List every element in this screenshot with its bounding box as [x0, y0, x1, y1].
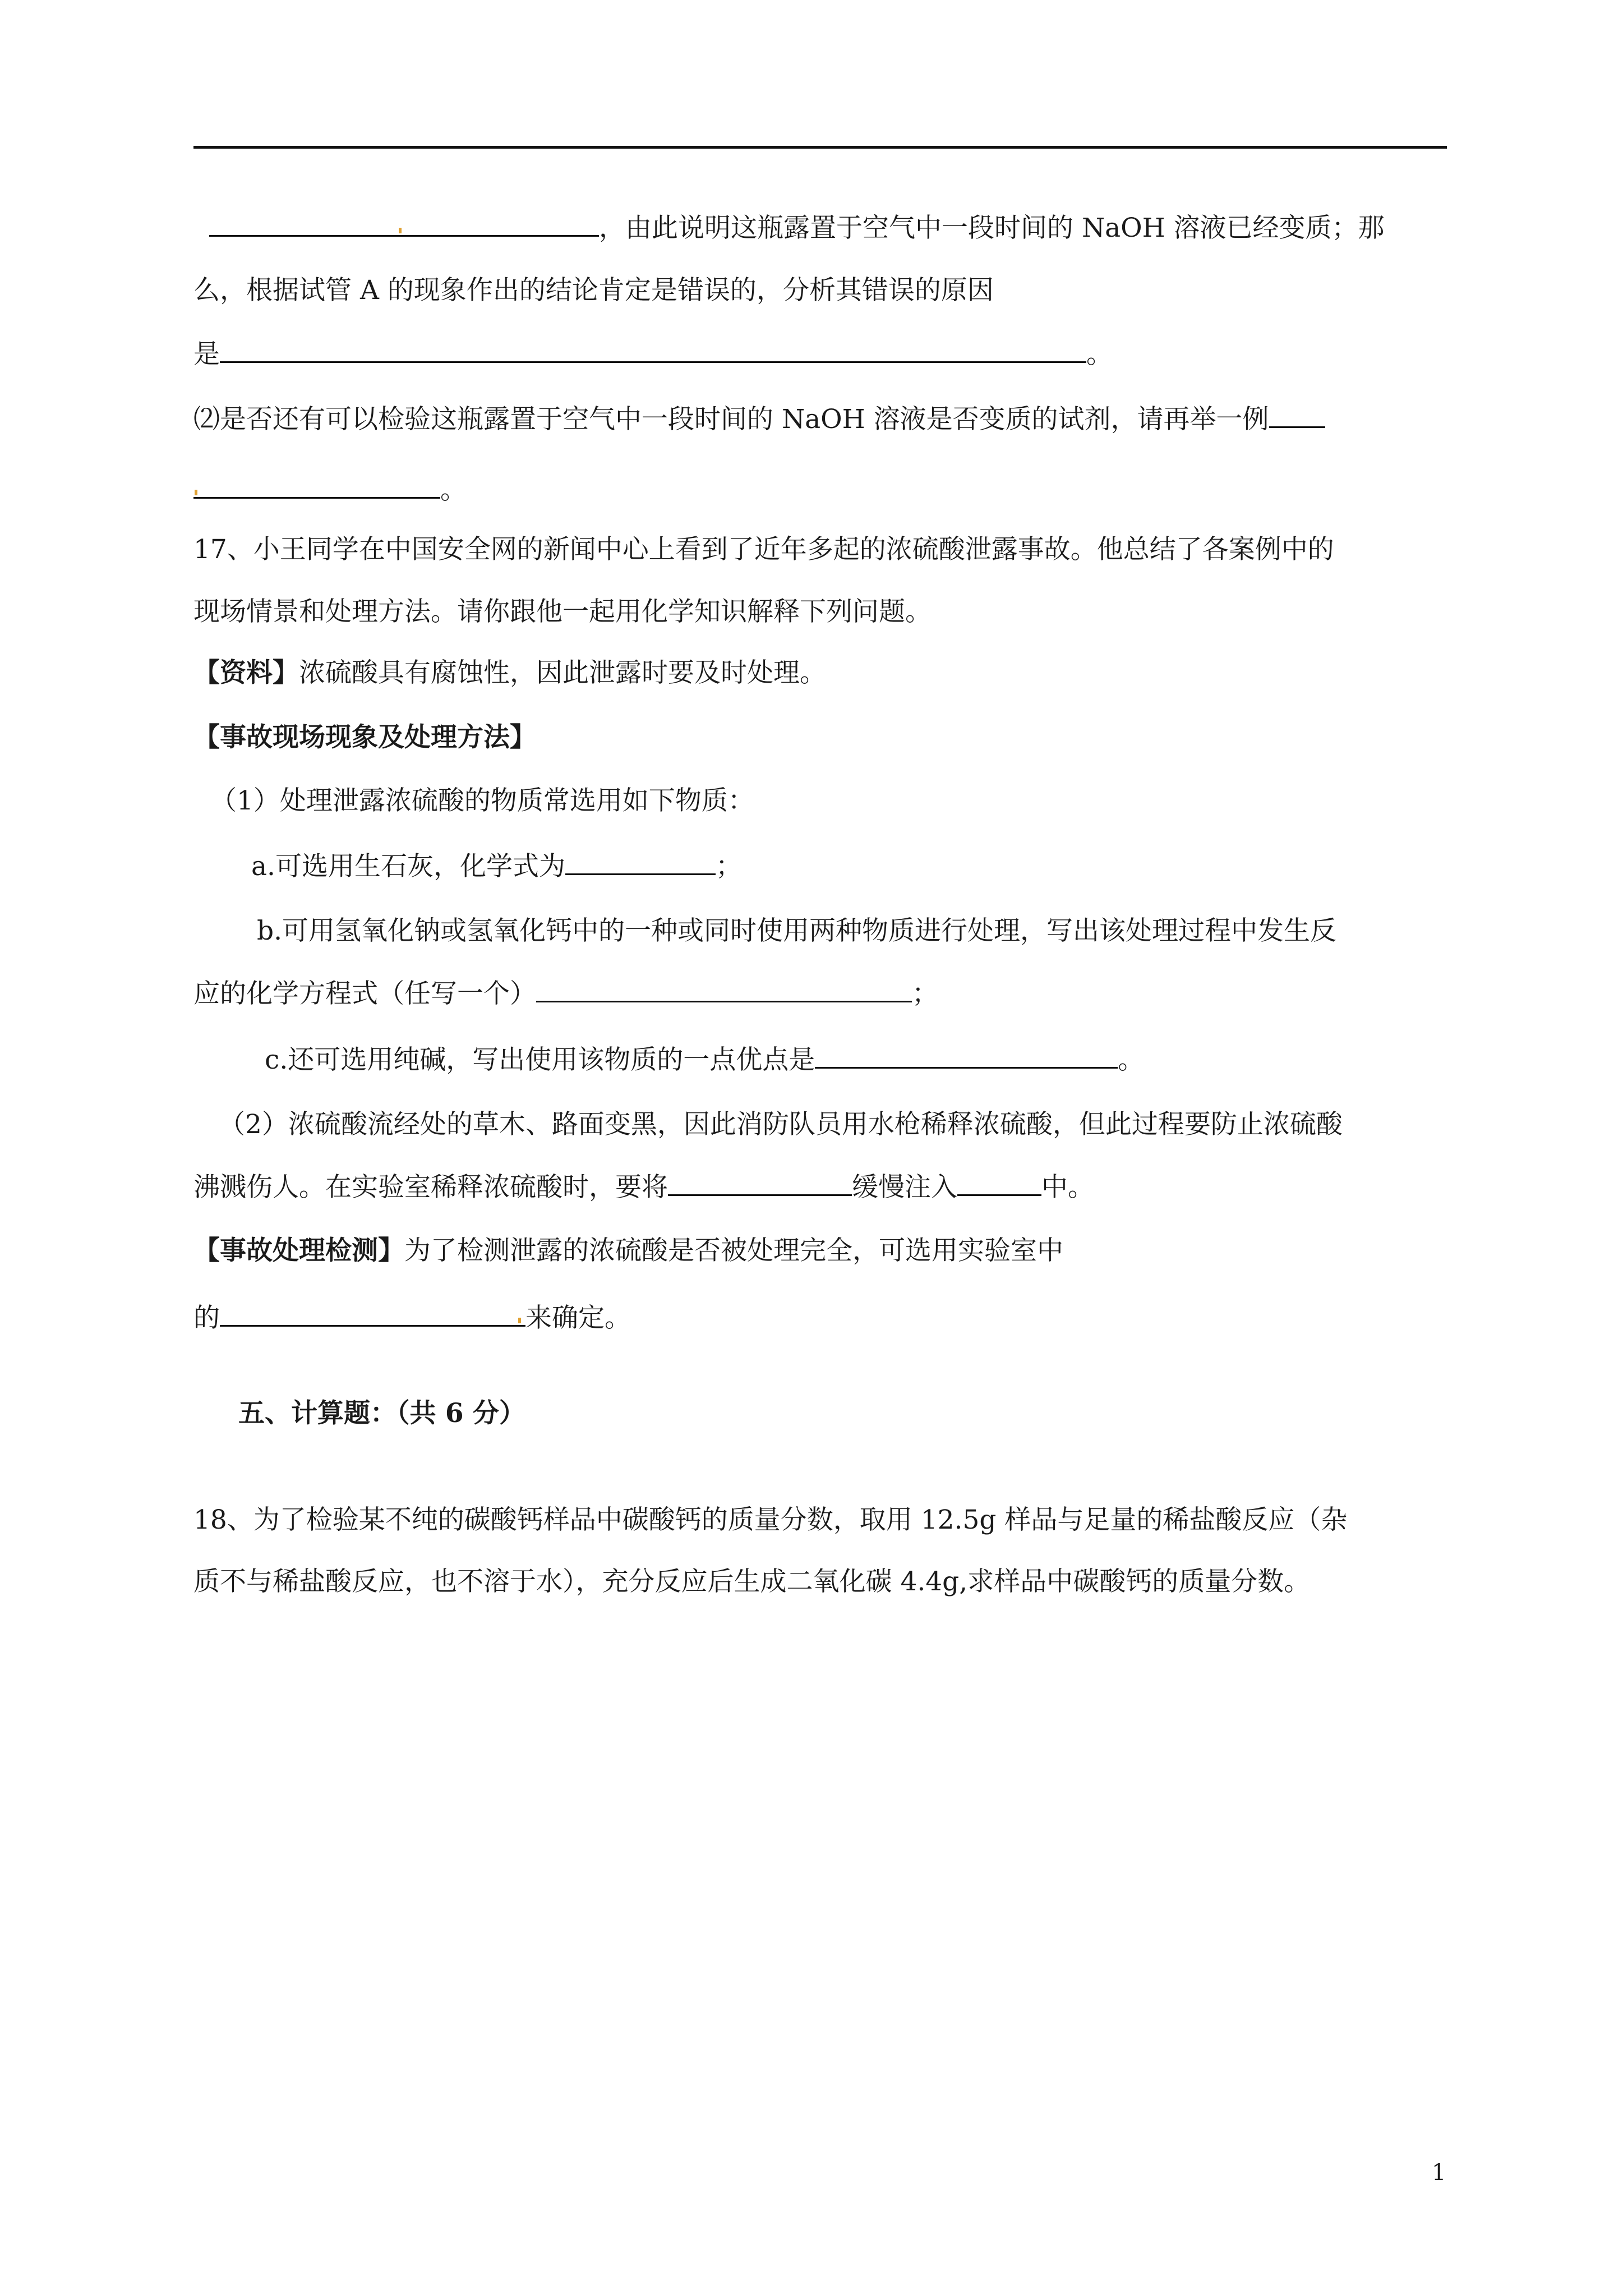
blank-3[interactable] — [1269, 402, 1325, 428]
jiance-tag: 【事故处理检测】 — [193, 1235, 404, 1266]
item-a-suffix: ； — [715, 851, 742, 882]
answer-line-5 — [193, 472, 467, 507]
header-rule — [193, 146, 1447, 149]
question-17-line-2: 现场情景和处理方法。请你跟他一起用化学知识解释下列问题。 — [193, 596, 932, 627]
blank-1[interactable] — [209, 210, 599, 237]
blank-7[interactable] — [815, 1042, 1118, 1069]
blank-8[interactable] — [668, 1170, 852, 1196]
jiance-line — [193, 1234, 1063, 1268]
question-18-line-2: 质不与稀盐酸反应，也不溶于水），充分反应后生成二氧化碳 4.4g,求样品中碳酸钙的质量分数。 — [193, 1566, 1311, 1597]
item-b2-prefix: 应的化学方程式（任写一个） — [193, 978, 536, 1009]
item-1: （1）处理泄露浓硫酸的物质常选用如下物质： — [210, 785, 754, 816]
item-c-suffix: 。 — [1118, 1045, 1145, 1075]
answer-line-1 — [209, 210, 1385, 245]
jiance-text: 为了检测泄露的浓硫酸是否被处理完全，可选用实验室中 — [404, 1235, 1063, 1266]
de-suffix: 来确定。 — [525, 1303, 631, 1333]
de-prefix: 的 — [193, 1303, 220, 1333]
line-2: 么，根据试管 A 的现象作出的结论肯定是错误的，分析其错误的原因 — [193, 275, 994, 306]
ziliao-line — [193, 656, 826, 690]
item-a — [251, 849, 742, 884]
section-5-heading: 五、计算题：（共 6 分） — [238, 1398, 525, 1429]
item-b-line-1: b.可用氢氧化钠或氢氧化钙中的一种或同时使用两种物质进行处理，写出该处理过程中发生反 — [257, 915, 1337, 946]
item-2b-suffix: 中。 — [1041, 1172, 1094, 1203]
item-2b-mid: 缓慢注入 — [852, 1172, 957, 1203]
answer-line-3 — [193, 337, 1113, 371]
line-4-text: ⑵是否还有可以检验这瓶露置于空气中一段时间的 NaOH 溶液是否变质的试剂，请再举一例 — [193, 404, 1269, 435]
item-c — [265, 1042, 1144, 1077]
blank-9[interactable] — [957, 1170, 1041, 1196]
item-b2-suffix: ； — [912, 978, 938, 1009]
item-c-prefix: c.还可选用纯碱，写出使用该物质的一点优点是 — [265, 1045, 815, 1075]
blank-5[interactable] — [565, 849, 716, 875]
ziliao-text: 浓硫酸具有腐蚀性，因此泄露时要及时处理。 — [299, 657, 826, 688]
ziliao-tag: 【资料】 — [193, 657, 299, 688]
blank-2[interactable] — [220, 337, 1086, 363]
line-3-suffix: 。 — [1086, 339, 1113, 370]
blank-10[interactable] — [220, 1300, 525, 1327]
line-3-prefix: 是 — [193, 339, 220, 370]
item-a-prefix: a.可选用生石灰，化学式为 — [251, 851, 565, 882]
shigu-heading: 【事故现场现象及处理方法】 — [193, 722, 536, 753]
item-2-line-1: （2）浓硫酸流经处的草木、路面变黑，因此消防队员用水枪稀释浓硫酸，但此过程要防止浓硫酸 — [219, 1109, 1343, 1140]
question-18-line-1: 18、为了检验某不纯的碳酸钙样品中碳酸钙的质量分数，取用 12.5g 样品与足量的稀盐酸反应（杂 — [193, 1504, 1348, 1535]
blank-4[interactable] — [193, 472, 440, 499]
item-2-line-2 — [193, 1170, 1094, 1204]
item-2b-prefix: 沸溅伤人。在实验室稀释浓硫酸时，要将 — [193, 1172, 668, 1203]
line-4 — [193, 402, 1325, 436]
line-1-text: ，由此说明这瓶露置于空气中一段时间的 NaOH 溶液已经变质；那 — [599, 213, 1385, 243]
blank-6[interactable] — [536, 976, 912, 1002]
item-b-line-2 — [193, 976, 938, 1011]
line-5-suffix: 。 — [440, 475, 467, 505]
de-line — [193, 1300, 631, 1335]
question-17-line-1: 17、小王同学在中国安全网的新闻中心上看到了近年多起的浓硫酸泄露事故。他总结了各案例中的 — [193, 534, 1334, 565]
page-number: 1 — [1432, 2160, 1446, 2185]
